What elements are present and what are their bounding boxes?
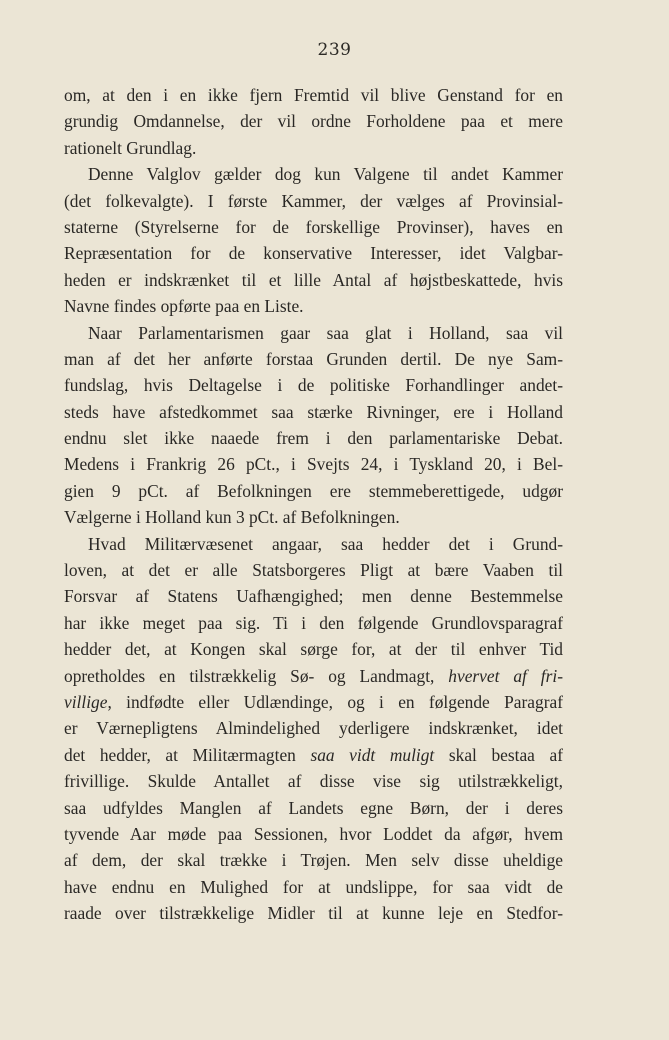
- text-line: Medens i Frankrig 26 pCt., i Svejts 24, i Tyskland 20, i Bel-: [64, 454, 563, 475]
- text-line: staterne (Styrelserne for de forskellige Provinser), haves en: [64, 216, 563, 237]
- text-line: endnu slet ikke naaede frem i den parlamentariske Debat.: [64, 428, 563, 449]
- text-line: saa udfyldes Manglen af Landets egne Børn, der i deres: [64, 797, 563, 818]
- text-line: grundig Omdannelse, der vil ordne Forholdene paa et mere: [64, 111, 563, 132]
- line-segment: skal bestaa af: [434, 744, 563, 765]
- text-line-with-italic: [64, 663, 563, 689]
- text-line: hedder det, at Kongen skal sørge for, at der til enhver Tid: [64, 639, 563, 660]
- line-segment: opretholdes en tilstrækkelig Sø- og Landmagt,: [64, 665, 449, 686]
- text-line: Forsvar af Statens Uafhængighed; men denne Bestemmelse: [64, 586, 563, 607]
- italic-phrase: villige: [64, 691, 108, 712]
- italic-phrase: saa vidt muligt: [310, 744, 435, 765]
- italic-phrase: hvervet af fri-: [448, 665, 563, 686]
- paragraph-first-line: Naar Parlamentarismen gaar saa glat i Holland, saa vil: [88, 322, 563, 343]
- text-line-with-italic: [64, 742, 563, 768]
- body-text: [64, 82, 563, 927]
- text-line: man af det her anførte forstaa Grunden dertil. De nye Sam-: [64, 348, 563, 369]
- text-line: Vælgerne i Holland kun 3 pCt. af Befolkningen.: [64, 507, 400, 528]
- text-line: (det folkevalgte). I første Kammer, der vælges af Provinsial-: [64, 190, 563, 211]
- text-line: loven, at det er alle Statsborgeres Pligt at bære Vaaben til: [64, 560, 563, 581]
- page-number: 239: [317, 40, 352, 60]
- text-line: Navne findes opførte paa en Liste.: [64, 296, 304, 317]
- text-line: have endnu en Mulighed for at undslippe, for saa vidt de: [64, 876, 563, 897]
- text-line: om, at den i en ikke fjern Fremtid vil blive Genstand for en: [64, 85, 563, 105]
- line-segment: det hedder, at Militærmagten: [64, 744, 311, 765]
- text-line: raade over tilstrækkelige Midler til at kunne leje en Stedfor-: [64, 903, 563, 924]
- text-line: frivillige. Skulde Antallet af disse vise sig utilstrækkeligt,: [64, 771, 563, 792]
- text-line-with-italic: [64, 689, 563, 715]
- text-line: er Værnepligtens Almindelighed yderligere indskrænket, idet: [64, 718, 563, 739]
- text-line: tyvende Aar møde paa Sessionen, hvor Loddet da afgør, hvem: [64, 823, 563, 844]
- text-line: fundslag, hvis Deltagelse i de politiske Forhandlinger andet-: [64, 375, 563, 396]
- text-line: har ikke meget paa sig. Ti i den følgende Grundlovsparagraf: [64, 612, 563, 633]
- text-line: rationelt Grundlag.: [64, 137, 197, 158]
- text-line: Repræsentation for de konservative Interesser, idet Valgbar-: [64, 243, 563, 264]
- text-line: af dem, der skal trække i Trøjen. Men selv disse uheldige: [64, 850, 563, 871]
- paragraph-first-line: Hvad Militærvæsenet angaar, saa hedder det i Grund-: [88, 533, 563, 554]
- text-line: steds have afstedkommet saa stærke Rivninger, ere i Holland: [64, 401, 563, 422]
- text-line: heden er indskrænket til et lille Antal af højstbeskattede, hvis: [64, 269, 563, 290]
- text-line: gien 9 pCt. af Befolkningen ere stemmeberettigede, udgør: [64, 480, 563, 501]
- line-segment: , indfødte eller Udlændinge, og i en følgende Paragraf: [107, 691, 563, 712]
- paragraph-first-line: Denne Valglov gælder dog kun Valgene til andet Kammer: [88, 164, 563, 185]
